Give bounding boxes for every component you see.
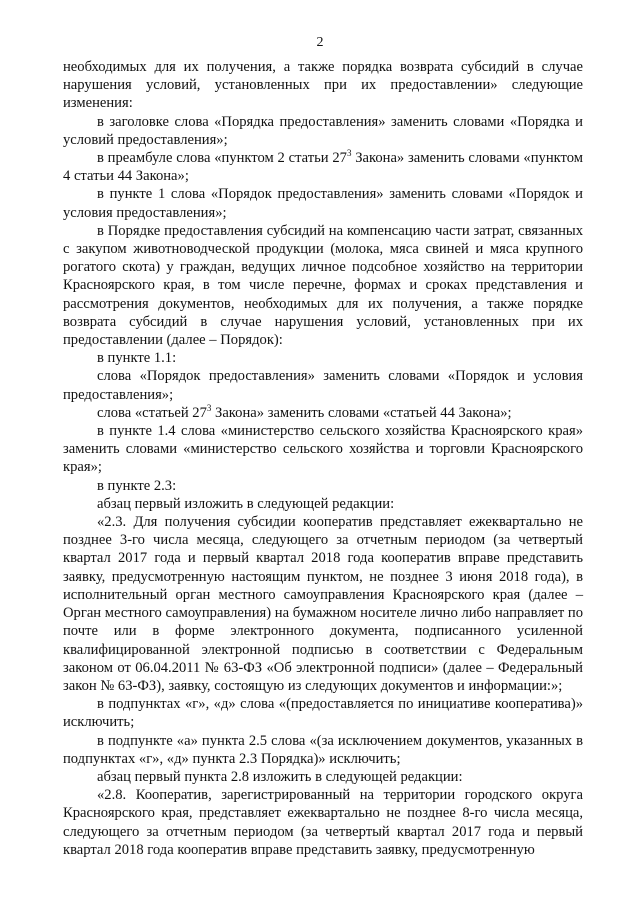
paragraph (63, 422, 583, 477)
paragraph-text: в пункте 2.3: (97, 477, 177, 494)
paragraph-text: Закона» заменить словами «пунктом 4 статьи 44 Закона»; (63, 150, 583, 185)
paragraph (63, 477, 583, 495)
paragraph-text: в подпунктах «г», «д» слова «(предоставляется по инициативе кооператива)» исключить; (63, 696, 583, 731)
page-number: 2 (316, 35, 324, 50)
superscript: 3 (346, 148, 352, 159)
paragraph-text: в подпункте «а» пункта 2.5 слова «(за исключением документов, указанных в подпунктах «г», «д» пункта 2.3 Порядка)» исключить; (63, 732, 583, 767)
paragraph-text: в преамбуле слова «пунктом 2 статьи 27 (97, 150, 347, 167)
paragraph (63, 404, 583, 422)
paragraph-text: «2.8. Кооператив, зарегистрированный на территории городского округа Красноярского края, представляет ежеквартально не позднее 8-го числа месяца, следующего за отчетным периодом (за четвертый квартал 2017 года и первый квартал 2018 года кооператив вправе представить заявку, предусмотренную (63, 787, 583, 858)
superscript: 3 (206, 402, 212, 413)
paragraph (63, 58, 583, 113)
paragraph-text: в пункте 1 слова «Порядок предоставления» заменить словами «Порядок и условия предоставления»; (63, 186, 583, 221)
paragraph (63, 732, 583, 768)
paragraph (63, 149, 583, 185)
paragraph (63, 695, 583, 731)
paragraph (63, 768, 583, 786)
paragraph-text: в пункте 1.1: (97, 350, 177, 367)
paragraph (63, 367, 583, 403)
paragraph-text: слова «Порядок предоставления» заменить словами «Порядок и условия предоставления»; (63, 368, 583, 403)
paragraph-text: необходимых для их получения, а также порядка возврата субсидий в случае нарушения условий, установленных при их предоставлении» следующие изменения: (63, 59, 583, 112)
paragraph-text: «2.3. Для получения субсидии кооператив представляет ежеквартально не позднее 3-го числа месяца, следующего за отчетным периодом (за четвертый квартал 2017 года и первый квартал 2018 года кооператив вправе представить заявку, предусмотренную настоящим пунктом, не позднее 3 июня 2018 года), в исполнительный орган местного самоуправления Красноярского края (далее – Орган местного самоуправления) на бумажном носителе лично либо направляет по почте или в форме электронного документа, подписанного усиленной квалифицированной электронной подписью в соответствии с Федеральным законом от 06.04.2011 № 63-ФЗ «Об электронной подписи» (далее – Федеральный закон № 63-ФЗ), заявку, состоящую из следующих документов и информации:»; (63, 514, 583, 694)
paragraph-text: слова «статьей 27 (97, 404, 207, 421)
paragraph (63, 513, 583, 695)
paragraph-text: в Порядке предоставления субсидий на компенсацию части затрат, связанных с закупом животноводческой продукции (молока, мяса свиней и мяса крупного рогатого скота) у граждан, ведущих личное подсобное хозяйство на территории Красноярского края, в том числе перечне, формах и сроках представления и рассмотрения документов, необходимых для их получения, а также порядке возврата субсидий в случае нарушения условий, установленных при их предоставлении (далее – Порядок): (63, 222, 583, 349)
paragraph (63, 495, 583, 513)
paragraph-text: Закона» заменить словами «статьей 44 Закона»; (211, 404, 512, 421)
paragraph (63, 185, 583, 221)
paragraph-text: в пункте 1.4 слова «министерство сельского хозяйства Красноярского края» заменить словами «министерство сельского хозяйства и торговли Красноярского края»; (63, 423, 583, 476)
paragraph (63, 113, 583, 149)
paragraph-text: в заголовке слова «Порядка предоставления» заменить словами «Порядка и условий предоставления»; (63, 113, 583, 148)
paragraph-text: абзац первый изложить в следующей редакции: (97, 495, 395, 512)
paragraph (63, 786, 583, 859)
paragraph (63, 222, 583, 349)
document-body (63, 58, 583, 859)
paragraph (63, 349, 583, 367)
paragraph-text: абзац первый пункта 2.8 изложить в следующей редакции: (97, 768, 463, 785)
